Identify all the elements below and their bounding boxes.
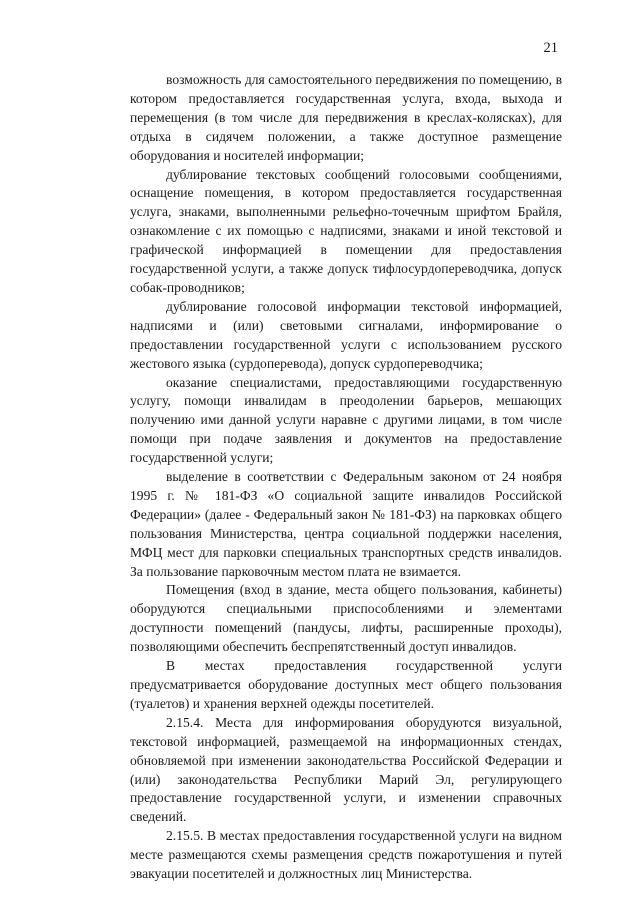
page-number: 21 xyxy=(543,40,558,56)
paragraph-accessibility-movement: возможность для самостоятельного передвижения по помещению, в котором предоставляется государственная услуга, входа, выхода и перемещения (в том числе для передвижения в креслах-колясках), для отдыха в сидячем положении, а также доступное размещение оборудования и носителей информации; xyxy=(130,72,562,163)
paragraph-premises-equipment: Помещения (вход в здание, места общего пользования, кабинеты) оборудуются специальными приспособлениями и элементами доступности помещений (пандусы, лифты, расширенные проходы), позволяющими обеспечить беспрепятственный доступ инвалидов. xyxy=(130,582,562,655)
paragraph-section-2-15-4: 2.15.4. Места для информирования оборудуются визуальной, текстовой информацией, размещаемой на информационных стендах, обновляемой при изменении законодательства Российской Федерации и (или) законодательства Республики Марий Эл, регулирующего предоставление государственной услуги, и изменении справочных сведений. xyxy=(130,714,562,825)
document-body xyxy=(130,71,562,884)
paragraph-sign-language: дублирование голосовой информации текстовой информацией, надписями и (или) световыми сигналами, информирование о предоставлении государственной услуги с использованием русского жестового языка (сурдоперевода), допуск сурдопереводчика; xyxy=(130,298,562,371)
paragraph-common-areas: В местах предоставления государственной услуги предусматривается оборудование доступных мест общего пользования (туалетов) и хранения верхней одежды посетителей. xyxy=(130,658,562,711)
paragraph-parking: выделение в соответствии с Федеральным законом от 24 ноября 1995 г. № 181-ФЗ «О социальной защите инвалидов Российской Федерации» (далее - Федеральный закон № 181-ФЗ) на парковках общего пользования Министерства, центра социальной поддержки населения, МФЦ мест для парковки специальных транспортных средств инвалидов. За пользование парковочным местом плата не взимается. xyxy=(130,469,562,579)
paragraph-section-2-15-5: 2.15.5. В местах предоставления государственной услуги на видном месте размещаются схемы размещения средств пожаротушения и путей эвакуации посетителей и должностных лиц Министерства. xyxy=(130,828,562,882)
paragraph-braille-duplication: дублирование текстовых сообщений голосовыми сообщениями, оснащение помещения, в котором предоставляется государственная услуга, знаками, выполненными рельефно-точечным шрифтом Брайля, ознакомление с их помощью с надписями, знаками и иной текстовой и графической информацией в помещении для предоставления государственной услуги, а также допуск тифлосурдопереводчика, допуск собак-проводников; xyxy=(130,166,562,295)
paragraph-staff-assistance: оказание специалистами, предоставляющими государственную услугу, помощи инвалидам в преодолении барьеров, мешающих получению ими данной услуги наравне с другими лицами, в том числе помощи при подаче заявления и документов на предоставление государственной услуги; xyxy=(130,374,562,466)
